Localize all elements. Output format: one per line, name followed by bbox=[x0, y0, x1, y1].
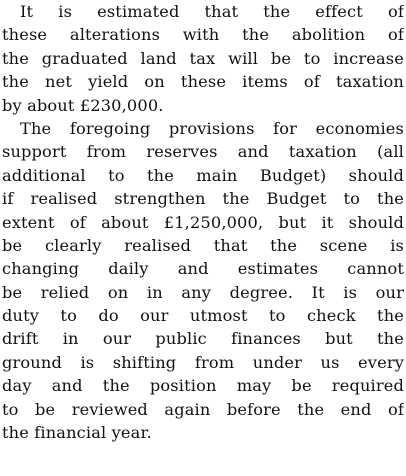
text-line: The foregoing provisions for economies bbox=[20, 118, 404, 138]
text-line: these alterations with the abolition of bbox=[2, 25, 404, 45]
text-line: drift in our public finances but the bbox=[2, 329, 404, 349]
text-line: the financial year. bbox=[2, 423, 152, 443]
text-line: the net yield on these items of taxation bbox=[2, 72, 404, 92]
text-line: the graduated land tax will be to increase bbox=[2, 48, 404, 68]
text-line: It is estimated that the effect of bbox=[20, 2, 404, 21]
text-line: support from reserves and taxation (all bbox=[2, 142, 404, 162]
text-line: duty to do our utmost to check the bbox=[2, 306, 404, 326]
text-line: be clearly realised that the scene is bbox=[2, 235, 404, 255]
text-line: extent of about £1,250,000, but it should bbox=[2, 212, 404, 232]
text-line: if realised strengthen the Budget to the bbox=[2, 189, 404, 209]
paragraph-land-tax bbox=[2, 0, 404, 117]
text-line: ground is shifting from under us every bbox=[2, 352, 404, 372]
text-line: changing daily and estimates cannot bbox=[2, 259, 404, 279]
paragraph-budget-outlook bbox=[2, 117, 404, 444]
text-line: day and the position may be required bbox=[2, 376, 404, 396]
text-line: to be reviewed again before the end of bbox=[2, 399, 404, 419]
text-line: additional to the main Budget) should bbox=[2, 165, 404, 185]
text-line: be relied on in any degree. It is our bbox=[2, 282, 404, 302]
text-line: by about £230,000. bbox=[2, 95, 164, 115]
